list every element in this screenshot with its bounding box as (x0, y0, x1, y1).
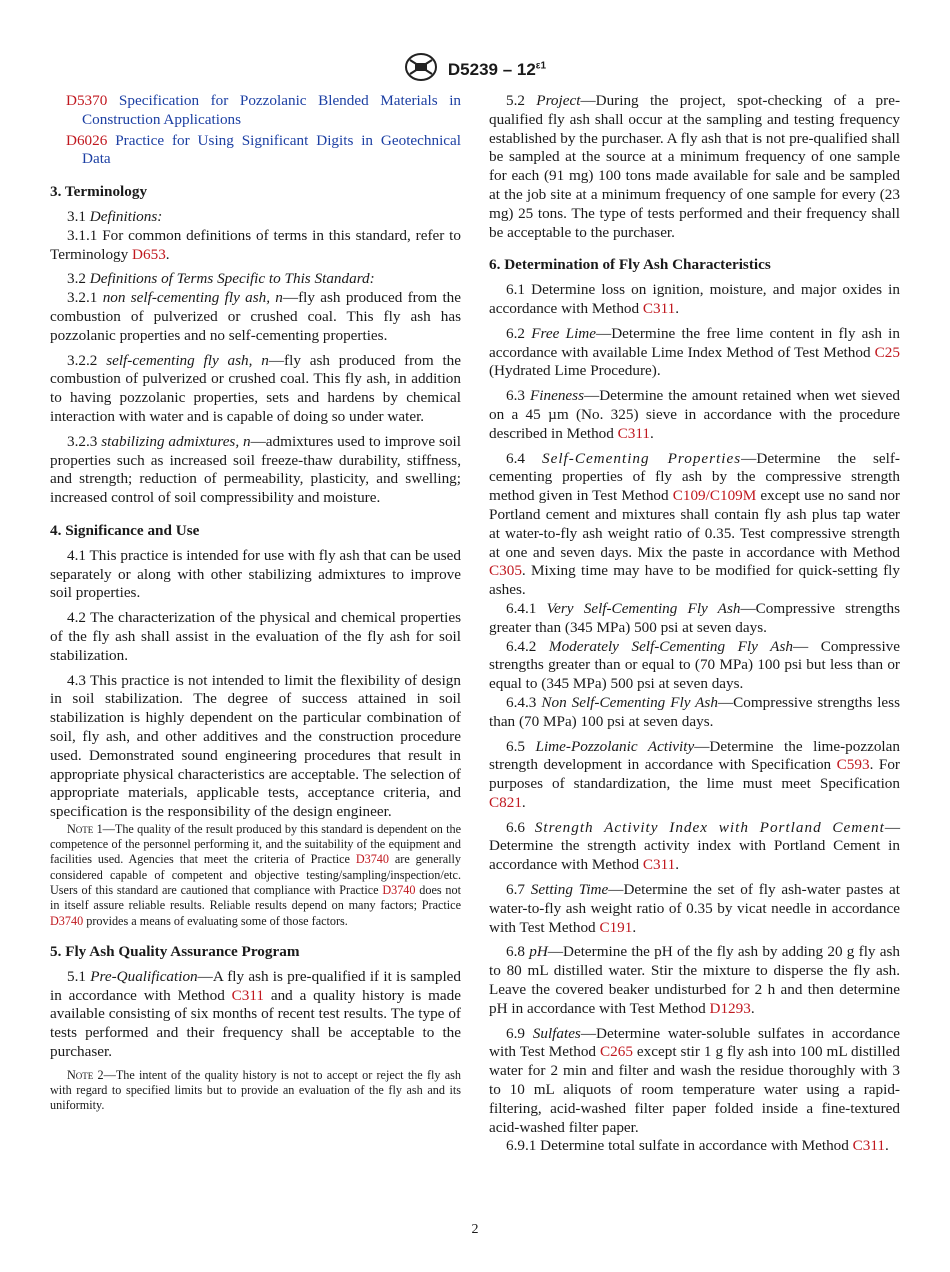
para-3-2-2: 3.2.2 self-cementing fly ash, n—fly ash produced from the combustion of pulverized or crushed coal. This fly ash, in addition to having pozzolanic properties, sets and hardens by chemical interaction with water and is capable of doing so under water. (50, 351, 461, 425)
link-c311[interactable]: C311 (231, 986, 264, 1004)
para-6-2: 6.2 Free Lime—Determine the free lime content in fly ash in accordance with available Lime Index Method of Test Method C25 (Hydrated Lime Procedure). (489, 324, 900, 380)
link-d1293[interactable]: D1293 (709, 999, 751, 1017)
page-header (0, 52, 950, 87)
right-column (489, 92, 900, 1162)
para-6-4-2: 6.4.2 Moderately Self-Cementing Fly Ash— Compressive strengths greater than or equal to (70 MPa) 100 psi but less than or equal to (345 MPa) 500 psi at seven days. (489, 637, 900, 693)
link-c311[interactable]: C311 (852, 1137, 886, 1155)
link-c821[interactable]: C821 (489, 793, 522, 811)
link-d653[interactable]: D653 (132, 245, 166, 263)
para-5-1: 5.1 Pre-Qualification—A fly ash is pre-qualified if it is sampled in accordance with Method C311 and a quality history is made available consisting of six months of recent test results. The type of tests performed and their frequency shall be acceptable to the purchaser. (50, 967, 462, 1060)
link-c593[interactable]: C593 (836, 756, 870, 774)
link-c311[interactable]: C311 (617, 424, 651, 442)
link-d3740[interactable]: D3740 (382, 883, 416, 898)
document-id: $D5239 - 12^{\varepsilon 1}$ (447, 59, 547, 79)
link-d3740[interactable]: D3740 (50, 913, 84, 928)
para-4-1: 4.1 This practice is intended for use with fly ash that can be used separately or along with other stabilizing admixtures to improve soil properties. (50, 546, 461, 602)
para-6-9: 6.9 Sulfates—Determine water-soluble sulfates in accordance with Test Method C265 except stir 1 g fly ash into 100 mL distilled water for 2 min and filter and wash the residue thoroughly with 3 to 10 mL aliquots of room temperature water using a rapid-filtering, acid-washed filter paper folded inside a fine-textured acid-washed filter paper. (489, 1024, 901, 1136)
para-6-8: 6.8 pH—Determine the pH of the fly ash by adding 20 g fly ash to 80 mL distilled water. Stir the mixture to disperse the fly ash. Leave the covered beaker undisturbed for 2 h and then determine pH in accordance with Test Method D1293. (489, 943, 901, 1017)
link-c311[interactable]: C311 (642, 856, 676, 874)
left-column (50, 92, 461, 1124)
link-c109[interactable]: C109/C109M (672, 487, 757, 505)
section-heading-significance: 4. Significance and Use (50, 521, 200, 539)
section-heading-determination: 6. Determination of Fly Ash Characteristics (489, 256, 771, 274)
link-c25[interactable]: C25 (874, 343, 900, 361)
reference-d6026[interactable]: D6026 Practice for Using Significant Digits in Geotechnical Data (66, 131, 462, 168)
para-6-6: 6.6 Strength Activity Index with Portland Cement—Determine the strength activity index with Portland Cement in accordance with Method C311. (489, 818, 901, 874)
para-4-3: 4.3 This practice is not intended to limit the flexibility of design in soil stabilization. The degree of success attained in soil stabilization is highly dependent on the particular combination of soil, fly ash, and other additives and the construction procedure used. Demonstrated sound engineering procedures that result in appropriate physical characteristics are acceptable. The selection of appropriate materials, applicable tests, acceptance criteria, and specification is the responsibility of the design engineer. (50, 671, 461, 821)
page-number: 2 (471, 1222, 479, 1237)
link-c311[interactable]: C311 (642, 299, 676, 317)
para-6-4: 6.4 Self-Cementing Properties—Determine the self-cementing properties of fly ash by the compressive strength method given in Test Method C109/C109M except use no sand nor Portland cement and mixtures shall contain fly ash plus tap water at water-to-fly ash weight ratio of 0.35. Test compressive strength at one and seven days. Mix the paste in accordance with Method C305. Mixing time may have to be modified for quick-setting fly ashes. (489, 449, 900, 599)
para-3-2: 3.2 Definitions of Terms Specific to This Standard: (67, 270, 375, 288)
para-5-2: 5.2 Project—During the project, spot-checking of a pre-qualified fly ash shall occur at the sampling and testing frequency established by the purchaser. A fly ash that is not pre-qualified shall be sampled at the source at a minimum frequency of one sample for each (91 mg) 100 tons made available for sale and be sampled at the job site at a minimum frequency of one sample for every (23 mg) 25 tons. The type of tests performed and their frequency shall be acceptable to the purchaser. (489, 92, 901, 241)
para-6-7: 6.7 Setting Time—Determine the set of fly ash-water pastes at water-to-fly ash weight ratio of 0.35 by vicat needle in accordance with Test Method C191. (489, 881, 901, 936)
para-3-2-1: 3.2.1 non self-cementing fly ash, n—fly ash produced from the combustion of pulverized or crushed coal. This fly ash has pozzolanic properties and no self-cementing properties. (50, 289, 462, 344)
link-c305[interactable]: C305 (489, 562, 522, 580)
reference-d5370[interactable]: D5370 Specification for Pozzolanic Blended Materials in Construction Applications (66, 92, 462, 128)
link-d3740[interactable]: D3740 (355, 852, 389, 867)
para-6-4-1: 6.4.1 Very Self-Cementing Fly Ash—Compressive strengths greater than (345 MPa) 500 psi at seven days. (489, 599, 900, 636)
para-6-4-3: 6.4.3 Non Self-Cementing Fly Ash—Compressive strengths less than (70 MPa) 100 psi at seven days. (489, 693, 900, 730)
astm-logo-icon (404, 52, 438, 87)
para-6-9-1: 6.9.1 Determine total sulfate in accordance with Method C311. (506, 1137, 889, 1155)
link-c191[interactable]: C191 (599, 918, 633, 936)
note-1: Note 1—The quality of the result produced by this standard is dependent on the competence of the personnel performing it, and the suitability of the equipment and facilities used. Agencies that meet the criteria of Practice D3740 are generally considered capable of competent and objective testing/sampling/inspection/etc. Users of this standard are cautioned that compliance with Practice D3740 does not in itself assure reliable results. Reliable results depend on many factors; Practice D3740 provides a means of evaluating some of those factors. (50, 821, 462, 928)
para-4-2: 4.2 The characterization of the physical and chemical properties of the fly ash shall assist in the evaluation of the fly ash for soil stabilization. (50, 609, 461, 664)
section-heading-terminology: 3. Terminology (50, 183, 148, 201)
para-6-1: 6.1 Determine loss on ignition, moisture, and major oxides in accordance with Method C311. (489, 281, 900, 317)
para-3-1: 3.1 Definitions: (67, 207, 163, 225)
note-2: Note 2—The intent of the quality history is not to accept or reject the fly ash with regard to specified limits but to provide an evaluation of the fly ash and its uniformity. (50, 1067, 461, 1113)
link-c265[interactable]: C265 (600, 1043, 633, 1061)
para-6-5: 6.5 Lime-Pozzolanic Activity—Determine the lime-pozzolan strength development in accordance with Specification C593. For purposes of standardization, the lime must meet Specification C821. (489, 737, 900, 811)
para-3-2-3: 3.2.3 stabilizing admixtures, n—admixtures used to improve soil properties such as increased soil freeze-thaw durability, stiffness, and strength; reduction of permeability, plasticity, and swelling; increased control of soil compressibility and moisture. (50, 432, 461, 507)
para-3-1-1: 3.1.1 For common definitions of terms in this standard, refer to Terminology D653. (50, 226, 461, 263)
para-6-3: 6.3 Fineness—Determine the amount retained when wet sieved on a 45 µm (No. 325) sieve in accordance with the procedure described in Method C311. (489, 387, 900, 442)
section-heading-quality-assurance: 5. Fly Ash Quality Assurance Program (50, 942, 300, 960)
